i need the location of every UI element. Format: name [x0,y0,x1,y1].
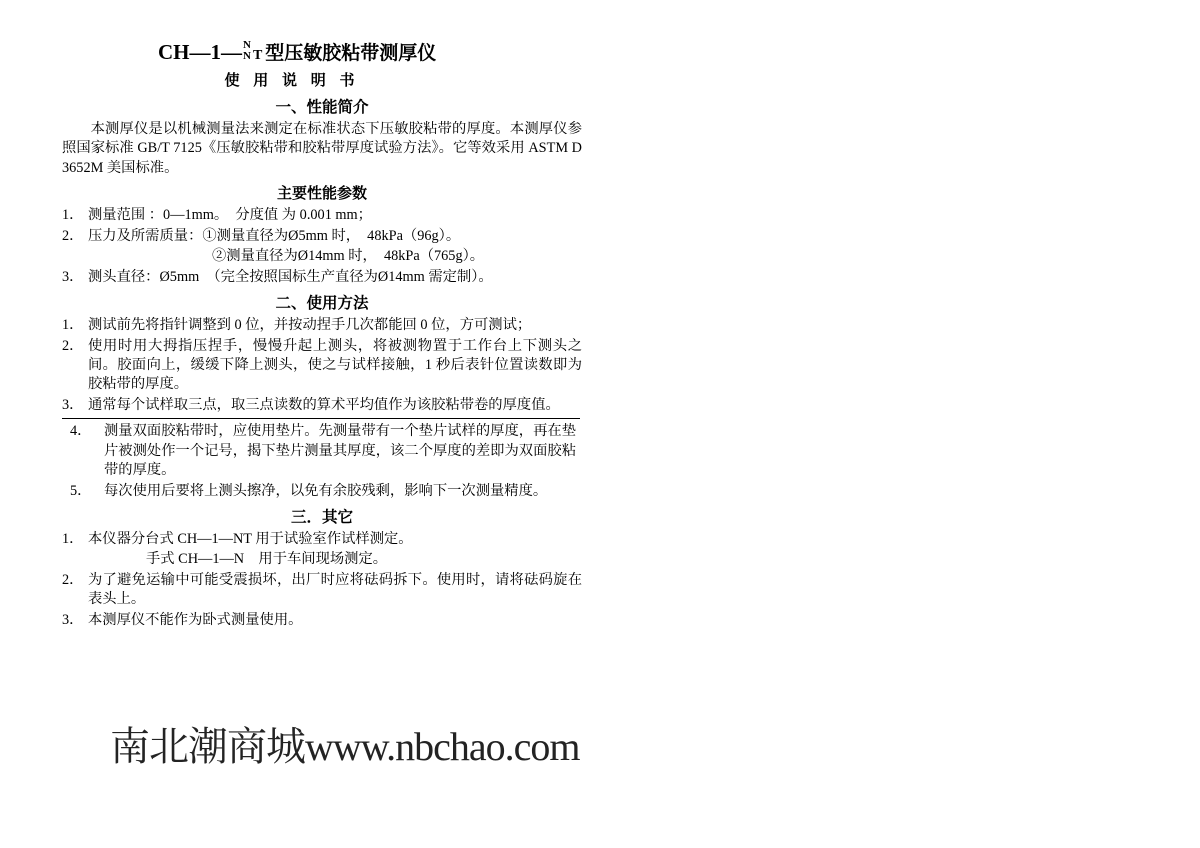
list-item-number: 3． [62,396,84,413]
list-item [62,422,582,480]
list-item-number: 2． [62,227,84,244]
list-item [62,482,582,501]
list-item-text: 测量双面胶粘带时，应使用垫片。先测量带有一个垫片试样的厚度，再在垫片被测处作一个记号，揭下垫片测量其厚度，该二个厚度的差即为双面胶粘带的厚度。 [104,423,576,479]
section-heading-usage: 二、使用方法 [275,295,369,313]
list-item-text: 使用时用大拇指压捏手，慢慢升起上测头，将被测物置于工作台上下测头之间。胶面向上，缓缓下降上测头，使之与试样接触，1 秒后表针位置读数即为胶粘带的厚度。 [88,337,582,393]
title-stack-bottom: N [243,50,252,62]
other-subline: 手式 CH—1—N 用于车间现场测定。 [146,551,388,568]
list-item-number: 4． [70,423,92,440]
list-item-number: 1． [62,207,84,224]
section-heading-parameters: 主要性能参数 [276,185,367,203]
title-model-stack [242,40,253,65]
document-body [62,38,582,631]
list-item-number: 2． [62,571,84,588]
list-item-text: 本测厚仪不能作为卧式测量使用。 [88,611,303,628]
list-item [62,530,582,549]
list-item [62,206,582,225]
list-item-number: 2． [62,337,84,354]
title-rest: 型压敏胶粘带测厚仪 [265,43,437,64]
list-item-text: 为了避免运输中可能受震损坏，出厂时应将砝码拆下。使用时，请将砝码旋在表头上。 [88,571,582,608]
section-heading-other: 三．其它 [290,509,353,526]
watermark-chinese: 南北潮商城 [110,724,305,770]
horizontal-divider [62,418,580,419]
list-item-text: 测头直径：Ø5mm （完全按照国标生产直径为Ø14mm 需定制）。 [88,268,493,285]
list-item-number: 1． [62,531,84,547]
list-item-text: 通常每个试样取三点，取三点读数的算术平均值作为该胶粘带卷的厚度值。 [88,396,560,413]
list-item-number: 3． [62,611,84,628]
title-stack-tail: T [252,48,263,63]
performance-paragraph: 本测厚仪是以机械测量法来测定在标准状态下压敏胶粘带的厚度。本测厚仪参照国家标准 GB/T 7125《压敏胶粘带和胶粘带厚度试验方法》。它等效采用 ASTM D 3652M 美国标准。 [62,121,582,176]
section-heading-performance: 一、性能简介 [275,99,369,116]
parameters-subline: ②测量直径为Ø14mm 时， 48kPa（765g）。 [212,248,485,265]
title-stack-top: N [243,39,252,51]
list-item-text: 测量范围 ：0—1mm。 分度值 为 0.001 mm； [88,207,372,224]
list-item-number: 1． [62,317,84,334]
list-item [62,611,582,630]
list-item [62,396,582,415]
list-item-text: 测试前先将指针调整到 0 位，并按动捏手几次都能回 0 位，方可测试； [88,317,532,334]
title-model-prefix: CH—1— [158,40,242,64]
list-item-number: 5． [70,482,92,499]
list-item-text: 压力及所需质量：①测量直径为Ø5mm 时， 48kPa（96g）。 [88,227,461,244]
watermark-url: www.nbchao.com [305,724,580,769]
list-item-number: 3． [62,268,84,285]
document-subtitle: 使 用 说 明 书 [224,73,360,89]
list-item [62,227,582,246]
list-item-text: 每次使用后要将上测头擦净，以免有余胶残剩，影响下一次测量精度。 [104,482,548,499]
list-item [62,268,582,287]
list-item [62,337,582,395]
list-item [62,316,582,335]
list-item-text: 本仪器分台式 CH—1—NT 用于试验室作试样测定。 [88,531,413,547]
list-item [62,571,582,610]
watermark [110,715,579,772]
page-title [62,38,582,65]
